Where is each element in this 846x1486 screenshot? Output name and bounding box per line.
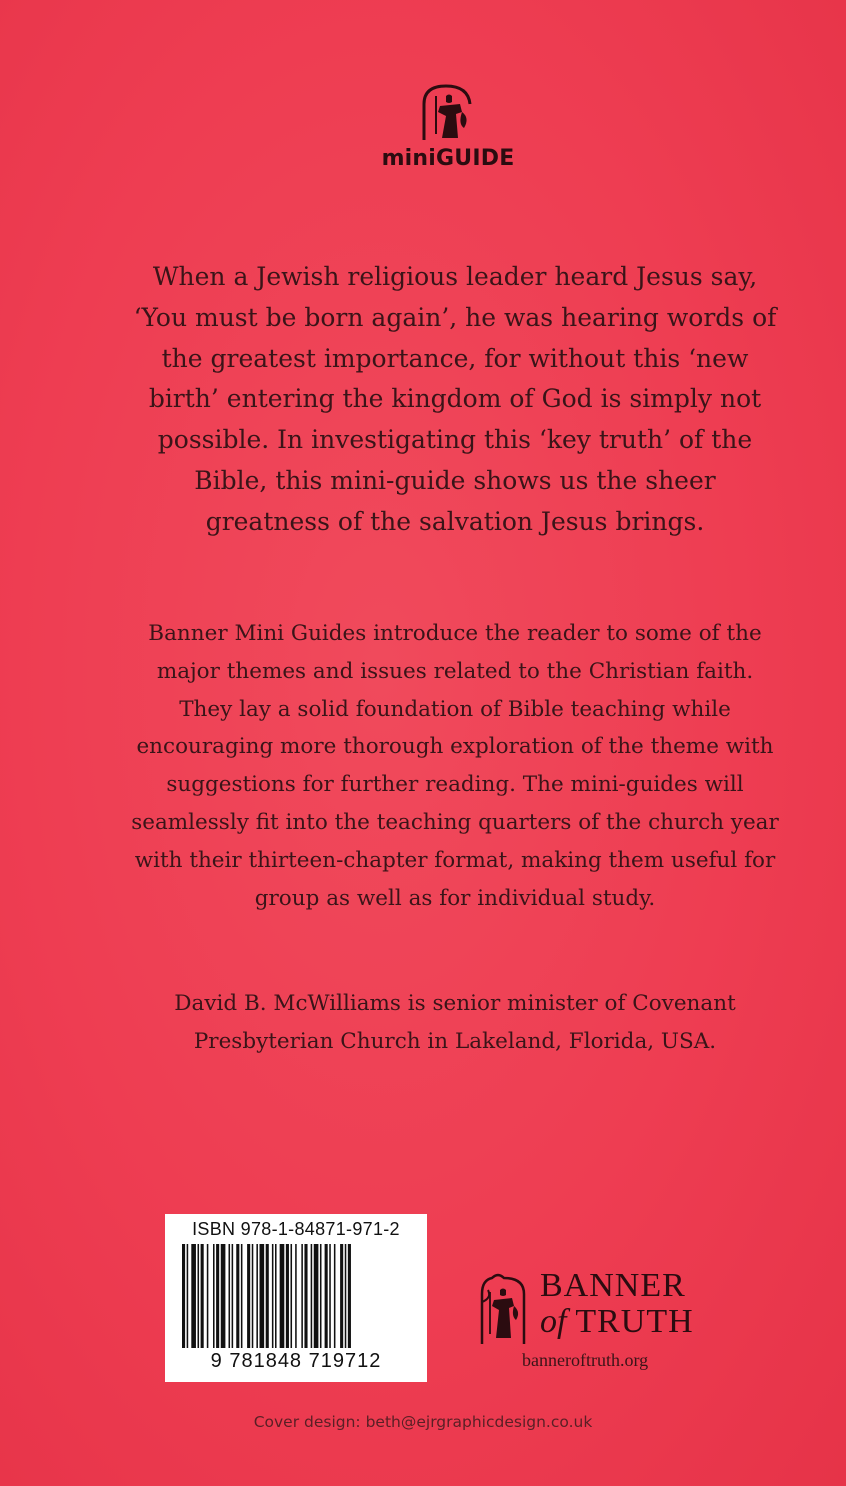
publisher-url: banneroftruth.org: [522, 1350, 649, 1370]
barcode-label: [165, 1214, 427, 1382]
publisher-name: [540, 1268, 694, 1340]
barcode-bar: [311, 1244, 313, 1348]
barcode-bar: [286, 1244, 289, 1348]
barcode-bar: [252, 1244, 254, 1348]
barcode-icon: [178, 1242, 414, 1350]
barcode-bar: [301, 1244, 303, 1348]
barcode-bar: [229, 1244, 231, 1348]
barcode-bar: [221, 1244, 226, 1348]
barcode-bar: [295, 1244, 297, 1348]
cover-design-credit: Cover design: beth@ejrgraphicdesign.co.uk: [253, 1413, 593, 1431]
pilgrim-emblem-icon: [478, 1272, 528, 1346]
barcode-bar: [280, 1244, 285, 1348]
publisher-name-of: of: [540, 1303, 567, 1340]
barcode-bar: [340, 1244, 343, 1348]
pilgrim-arch-icon: [416, 82, 480, 142]
barcode-bar: [241, 1244, 243, 1348]
barcode-bar: [329, 1244, 331, 1348]
barcode-bar: [304, 1244, 307, 1348]
barcode-bar: [345, 1244, 347, 1348]
publisher-name-line2: TRUTH: [575, 1303, 694, 1340]
barcode-bar: [182, 1244, 185, 1348]
barcode-bar: [213, 1244, 215, 1348]
barcode-bar: [191, 1244, 196, 1348]
barcode-bar: [236, 1244, 239, 1348]
barcode-bar: [291, 1244, 293, 1348]
isbn-text: ISBN 978-1-84871-971-2: [192, 1219, 400, 1239]
series-name: miniGUIDE: [381, 146, 515, 171]
blurb-paragraph: When a Jewish religious leader heard Jesus say, ‘You must be born again’, he was hearing words of the greatest importance, for without this ‘new birth’ entering the kingdom of God is simply not possible. In investigating this ‘key truth’ of the Bible, this mini-guide shows us the sheer greatness of the salvation Jesus brings.: [133, 262, 777, 536]
barcode-bar: [256, 1244, 258, 1348]
series-description-paragraph: Banner Mini Guides introduce the reader to some of the major themes and issues related to the Christian faith. They lay a solid foundation of Bible teaching while encouraging more thorough exploration of the theme with suggestions for further reading. The mini-guides will seamlessly fit into the teaching quarters of the church year with their thirteen-chapter format, making them useful for group as well as for individual study.: [131, 621, 779, 911]
barcode-bar: [232, 1244, 234, 1348]
barcode-digits: 9 781848 719712: [210, 1350, 382, 1372]
barcode-bar: [198, 1244, 200, 1348]
barcode-bar: [334, 1244, 336, 1348]
barcode-bar: [314, 1244, 319, 1348]
barcode-bar: [247, 1244, 250, 1348]
barcode-bar: [201, 1244, 204, 1348]
publisher-name-line1: BANNER: [540, 1267, 686, 1304]
barcode-bar: [325, 1244, 328, 1348]
publisher-logo: [478, 1268, 728, 1378]
barcode-bar: [260, 1244, 265, 1348]
barcode-bar: [216, 1244, 219, 1348]
barcode-bar: [272, 1244, 274, 1348]
author-bio-paragraph: David B. McWilliams is senior minister of Covenant Presbyterian Church in Lakeland, Florida, USA.: [174, 991, 736, 1054]
barcode-bar: [320, 1244, 322, 1348]
series-logo: [378, 82, 518, 192]
barcode-bar: [187, 1244, 189, 1348]
barcode-bar: [266, 1244, 269, 1348]
barcode-bar: [275, 1244, 277, 1348]
barcode-bar: [207, 1244, 209, 1348]
barcode-bar: [348, 1244, 351, 1348]
